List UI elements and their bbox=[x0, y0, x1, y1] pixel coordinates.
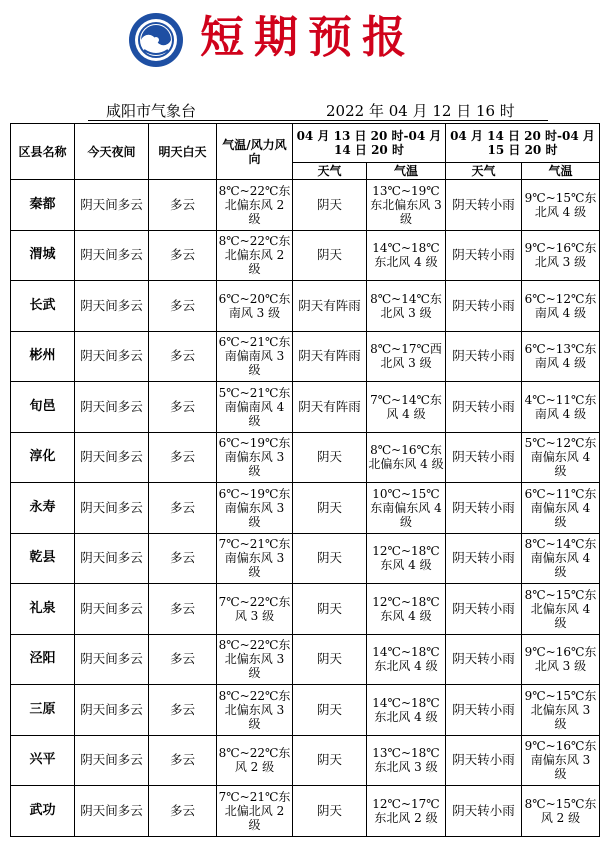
tomorrow-day-weather: 多云 bbox=[149, 483, 217, 534]
county-name: 彬州 bbox=[11, 331, 75, 382]
p1-weather: 阴天 bbox=[293, 584, 367, 635]
tonight-weather: 阴天间多云 bbox=[75, 786, 149, 837]
p2-weather: 阴天转小雨 bbox=[446, 382, 522, 433]
p1-temp: 7℃~14℃东风 4 级 bbox=[367, 382, 446, 433]
p2-temp: 9℃~15℃东北风 4 级 bbox=[522, 180, 600, 231]
tomorrow-day-weather: 多云 bbox=[149, 382, 217, 433]
tonight-weather: 阴天间多云 bbox=[75, 533, 149, 584]
p2-weather: 阴天转小雨 bbox=[446, 483, 522, 534]
table-row bbox=[11, 382, 600, 433]
tonight-weather: 阴天间多云 bbox=[75, 584, 149, 635]
tonight-weather: 阴天间多云 bbox=[75, 685, 149, 736]
tomorrow-day-weather: 多云 bbox=[149, 584, 217, 635]
temp-wind: 8℃~22℃东北偏东风 2 级 bbox=[217, 230, 293, 281]
temp-wind: 8℃~22℃东北偏东风 3 级 bbox=[217, 685, 293, 736]
county-name: 武功 bbox=[11, 786, 75, 837]
table-row bbox=[11, 281, 600, 332]
temp-wind: 6℃~19℃东南偏东风 3 级 bbox=[217, 432, 293, 483]
table-row bbox=[11, 180, 600, 231]
tomorrow-day-weather: 多云 bbox=[149, 281, 217, 332]
county-name: 旬邑 bbox=[11, 382, 75, 433]
p2-temp: 9℃~16℃东北风 3 级 bbox=[522, 634, 600, 685]
county-name: 永寿 bbox=[11, 483, 75, 534]
tomorrow-day-weather: 多云 bbox=[149, 432, 217, 483]
p2-temp: 9℃~15℃东北偏东风 3 级 bbox=[522, 685, 600, 736]
p2-temp: 8℃~15℃东风 2 级 bbox=[522, 786, 600, 837]
issue-time: 2022 年 04 月 12 日 16 时 bbox=[326, 102, 515, 120]
p1-temp: 14℃~18℃东北风 4 级 bbox=[367, 230, 446, 281]
table-row bbox=[11, 483, 600, 534]
county-name: 泾阳 bbox=[11, 634, 75, 685]
county-name: 秦都 bbox=[11, 180, 75, 231]
temp-wind: 6℃~21℃东南偏南风 3 级 bbox=[217, 331, 293, 382]
tonight-weather: 阴天间多云 bbox=[75, 634, 149, 685]
p2-temp: 6℃~11℃东南偏东风 4 级 bbox=[522, 483, 600, 534]
p2-temp: 8℃~15℃东北偏东风 4 级 bbox=[522, 584, 600, 635]
temp-wind: 6℃~19℃东南偏东风 3 级 bbox=[217, 483, 293, 534]
p1-weather: 阴天 bbox=[293, 685, 367, 736]
col-header-temp-wind: 气温/风力风向 bbox=[217, 124, 293, 180]
p1-temp: 12℃~17℃东北风 2 级 bbox=[367, 786, 446, 837]
p1-temp: 12℃~18℃东风 4 级 bbox=[367, 533, 446, 584]
p1-temp: 8℃~14℃东北风 3 级 bbox=[367, 281, 446, 332]
page-title: 短期预报 bbox=[200, 12, 416, 63]
county-name: 乾县 bbox=[11, 533, 75, 584]
p2-temp: 8℃~14℃东南偏东风 4 级 bbox=[522, 533, 600, 584]
p1-weather: 阴天有阵雨 bbox=[293, 382, 367, 433]
p2-weather: 阴天转小雨 bbox=[446, 685, 522, 736]
p1-temp: 13℃~18℃东北风 3 级 bbox=[367, 735, 446, 786]
p2-temp: 5℃~12℃东南偏东风 4 级 bbox=[522, 432, 600, 483]
p1-weather: 阴天有阵雨 bbox=[293, 281, 367, 332]
tonight-weather: 阴天间多云 bbox=[75, 230, 149, 281]
col-header-p2-weather: 天气 bbox=[446, 163, 522, 180]
p2-weather: 阴天转小雨 bbox=[446, 735, 522, 786]
county-name: 三原 bbox=[11, 685, 75, 736]
table-row bbox=[11, 685, 600, 736]
p1-temp: 14℃~18℃东北风 4 级 bbox=[367, 685, 446, 736]
p1-weather: 阴天 bbox=[293, 634, 367, 685]
p1-temp: 10℃~15℃东南偏东风 4 级 bbox=[367, 483, 446, 534]
p1-weather: 阴天 bbox=[293, 432, 367, 483]
county-name: 淳化 bbox=[11, 432, 75, 483]
p1-weather: 阴天 bbox=[293, 230, 367, 281]
p1-temp: 12℃~18℃东风 4 级 bbox=[367, 584, 446, 635]
table-row bbox=[11, 230, 600, 281]
col-header-tonight: 今天夜间 bbox=[75, 124, 149, 180]
col-header-county: 区县名称 bbox=[11, 124, 75, 180]
col-header-p1-weather: 天气 bbox=[293, 163, 367, 180]
report-header bbox=[0, 0, 608, 80]
p1-weather: 阴天 bbox=[293, 533, 367, 584]
forecast-table bbox=[10, 123, 600, 837]
tonight-weather: 阴天间多云 bbox=[75, 331, 149, 382]
p2-weather: 阴天转小雨 bbox=[446, 281, 522, 332]
tomorrow-day-weather: 多云 bbox=[149, 786, 217, 837]
tomorrow-day-weather: 多云 bbox=[149, 735, 217, 786]
col-header-p1-temp: 气温 bbox=[367, 163, 446, 180]
table-row bbox=[11, 584, 600, 635]
p2-temp: 6℃~12℃东南风 4 级 bbox=[522, 281, 600, 332]
county-name: 渭城 bbox=[11, 230, 75, 281]
col-header-period-2: 04 月 14 日 20 时-04 月 15 日 20 时 bbox=[446, 124, 600, 163]
p2-temp: 9℃~16℃东南偏东风 3 级 bbox=[522, 735, 600, 786]
temp-wind: 5℃~21℃东南偏南风 4 级 bbox=[217, 382, 293, 433]
p2-temp: 9℃~16℃东北风 3 级 bbox=[522, 230, 600, 281]
county-name: 长武 bbox=[11, 281, 75, 332]
county-name: 礼泉 bbox=[11, 584, 75, 635]
issue-info bbox=[0, 98, 608, 120]
p2-weather: 阴天转小雨 bbox=[446, 634, 522, 685]
p1-weather: 阴天 bbox=[293, 735, 367, 786]
temp-wind: 8℃~22℃东北偏东风 3 级 bbox=[217, 634, 293, 685]
temp-wind: 7℃~22℃东风 3 级 bbox=[217, 584, 293, 635]
p1-weather: 阴天 bbox=[293, 180, 367, 231]
p2-weather: 阴天转小雨 bbox=[446, 584, 522, 635]
p1-weather: 阴天 bbox=[293, 786, 367, 837]
tomorrow-day-weather: 多云 bbox=[149, 685, 217, 736]
tonight-weather: 阴天间多云 bbox=[75, 281, 149, 332]
p1-temp: 8℃~17℃西北风 3 级 bbox=[367, 331, 446, 382]
p2-weather: 阴天转小雨 bbox=[446, 533, 522, 584]
meteorological-emblem-icon bbox=[128, 12, 184, 68]
p2-temp: 6℃~13℃东南风 4 级 bbox=[522, 331, 600, 382]
tomorrow-day-weather: 多云 bbox=[149, 230, 217, 281]
divider bbox=[88, 120, 548, 121]
table-row bbox=[11, 735, 600, 786]
tomorrow-day-weather: 多云 bbox=[149, 180, 217, 231]
p2-weather: 阴天转小雨 bbox=[446, 331, 522, 382]
col-header-period-1: 04 月 13 日 20 时-04 月 14 日 20 时 bbox=[293, 124, 446, 163]
p1-temp: 13℃~19℃东北偏东风 3 级 bbox=[367, 180, 446, 231]
col-header-p2-temp: 气温 bbox=[522, 163, 600, 180]
p2-weather: 阴天转小雨 bbox=[446, 230, 522, 281]
tonight-weather: 阴天间多云 bbox=[75, 483, 149, 534]
table-row bbox=[11, 331, 600, 382]
temp-wind: 7℃~21℃东南偏东风 3 级 bbox=[217, 533, 293, 584]
temp-wind: 8℃~22℃东北偏东风 2 级 bbox=[217, 180, 293, 231]
tonight-weather: 阴天间多云 bbox=[75, 382, 149, 433]
p2-weather: 阴天转小雨 bbox=[446, 180, 522, 231]
p2-weather: 阴天转小雨 bbox=[446, 786, 522, 837]
p1-temp: 14℃~18℃东北风 4 级 bbox=[367, 634, 446, 685]
p1-temp: 8℃~16℃东北偏东风 4 级 bbox=[367, 432, 446, 483]
table-row bbox=[11, 533, 600, 584]
table-row bbox=[11, 432, 600, 483]
county-name: 兴平 bbox=[11, 735, 75, 786]
table-row bbox=[11, 786, 600, 837]
p1-weather: 阴天 bbox=[293, 483, 367, 534]
tomorrow-day-weather: 多云 bbox=[149, 331, 217, 382]
tonight-weather: 阴天间多云 bbox=[75, 735, 149, 786]
tomorrow-day-weather: 多云 bbox=[149, 533, 217, 584]
tonight-weather: 阴天间多云 bbox=[75, 432, 149, 483]
temp-wind: 8℃~22℃东风 2 级 bbox=[217, 735, 293, 786]
temp-wind: 7℃~21℃东北偏北风 2 级 bbox=[217, 786, 293, 837]
temp-wind: 6℃~20℃东南风 3 级 bbox=[217, 281, 293, 332]
col-header-tomorrow-day: 明天白天 bbox=[149, 124, 217, 180]
tonight-weather: 阴天间多云 bbox=[75, 180, 149, 231]
tomorrow-day-weather: 多云 bbox=[149, 634, 217, 685]
p2-weather: 阴天转小雨 bbox=[446, 432, 522, 483]
p1-weather: 阴天有阵雨 bbox=[293, 331, 367, 382]
p2-temp: 4℃~11℃东南风 4 级 bbox=[522, 382, 600, 433]
table-row bbox=[11, 634, 600, 685]
issuing-office: 咸阳市气象台 bbox=[106, 102, 197, 120]
